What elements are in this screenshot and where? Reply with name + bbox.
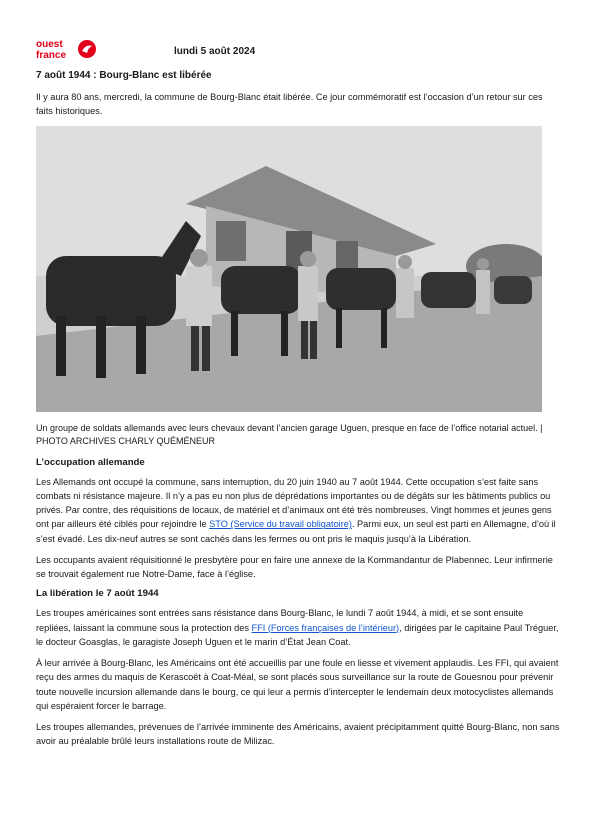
article-title: 7 août 1944 : Bourg-Blanc est libérée <box>36 70 212 81</box>
sto-link[interactable]: STO (Service du travail obligatoire) <box>209 519 352 530</box>
logo-word-ouest: ouest <box>36 39 63 50</box>
article-content <box>36 70 560 756</box>
liberation-p1-end: , dirigées par le capitaine Paul Tréguer, le docteur Goasglas, le garagiste Joseph Uguen et le marin d’État Jean Coat. <box>36 622 559 647</box>
publication-date: lundi 5 août 2024 <box>174 46 256 57</box>
liberation-p1-text: Les troupes américaines sont entrées sans résistance dans Bourg-Blanc, le lundi 7 août 1944, à midi, et se sont ensuite repliées, laissant la commune sous la protection des <box>36 608 524 633</box>
ffi-link[interactable]: FFI (Forces françaises de l’intérieur) <box>251 622 400 633</box>
photo-caption: Un groupe de soldats allemands avec leurs chevaux devant l’ancien garage Uguen, presque en face de l’office notarial actuel. | PHOTO ARCHIVES CHARLY QUÉMÉNEUR <box>36 422 543 446</box>
liberation-paragraph-1 <box>36 606 560 649</box>
section-heading-occupation: L’occupation allemande <box>36 456 145 468</box>
section-heading-liberation: La libération le 7 août 1944 <box>36 588 159 600</box>
occupation-paragraph-2: Les occupants avaient réquisitionné le presbytère pour en faire une annexe de la Kommandantur de Plabennec. Leur infirmerie se trouvait également rue Notre-Dame, face à l’église. <box>36 554 553 579</box>
photo-illustration <box>36 126 542 412</box>
liberation-paragraph-2: À leur arrivée à Bourg-Blanc, les Américains ont été accueillis par une foule en liesse et vivement applaudis. Les FFI, qui avaient reçu des armes du maquis de Kerascoët à Coat-Méal, se sont placés sous surveillance sur la route de Gouesnou pour prévenir toute nouvelle incursion allemande dans le bourg, ce qui leur a permis d’intercepter le lendemain deux motocyclistes allemands qui espéraient forcer le barrage. <box>36 658 559 711</box>
occupation-p1-end: . Parmi eux, un seul est parti en Allemagne, d’où il s’est évadé. Les dix-neuf autres se sont cachés dans les fermes ou ont pris le maquis jusqu’à la Libération. <box>36 519 556 544</box>
occupation-paragraph-1 <box>36 475 560 546</box>
article-lead: Il y aura 80 ans, mercredi, la commune de Bourg-Blanc était libérée. Ce jour commémoratif est l’occasion d’un retour sur ces faits historiques. <box>36 92 543 117</box>
occupation-p1-text: Les Allemands ont occupé la commune, sans interruption, du 20 juin 1940 au 7 août 1944. Cette occupation s’est faite sans combats ni résistance majeure. Il n’y a pas eu non plus de déprédations importantes ou de dégâts sur les bâtiments publics ou privés. Par contre, des réquisitions de locaux, de matériel et d’animaux ont été très nombreuses. Vingt hommes et jeunes gens ont par ailleurs été ciblés pour rejoindre le <box>36 476 552 530</box>
ouest-france-logo[interactable] <box>36 38 98 60</box>
logo-word-france: france <box>36 50 67 60</box>
ouest-france-logo-mark <box>36 38 98 60</box>
article-photo <box>36 126 542 412</box>
liberation-paragraph-3: Les troupes allemandes, prévenues de l’arrivée imminente des Américains, avaient précipitamment quitté Bourg-Blanc, non sans avoir au préalable brûlé leurs installations route de Milizac. <box>36 722 560 747</box>
